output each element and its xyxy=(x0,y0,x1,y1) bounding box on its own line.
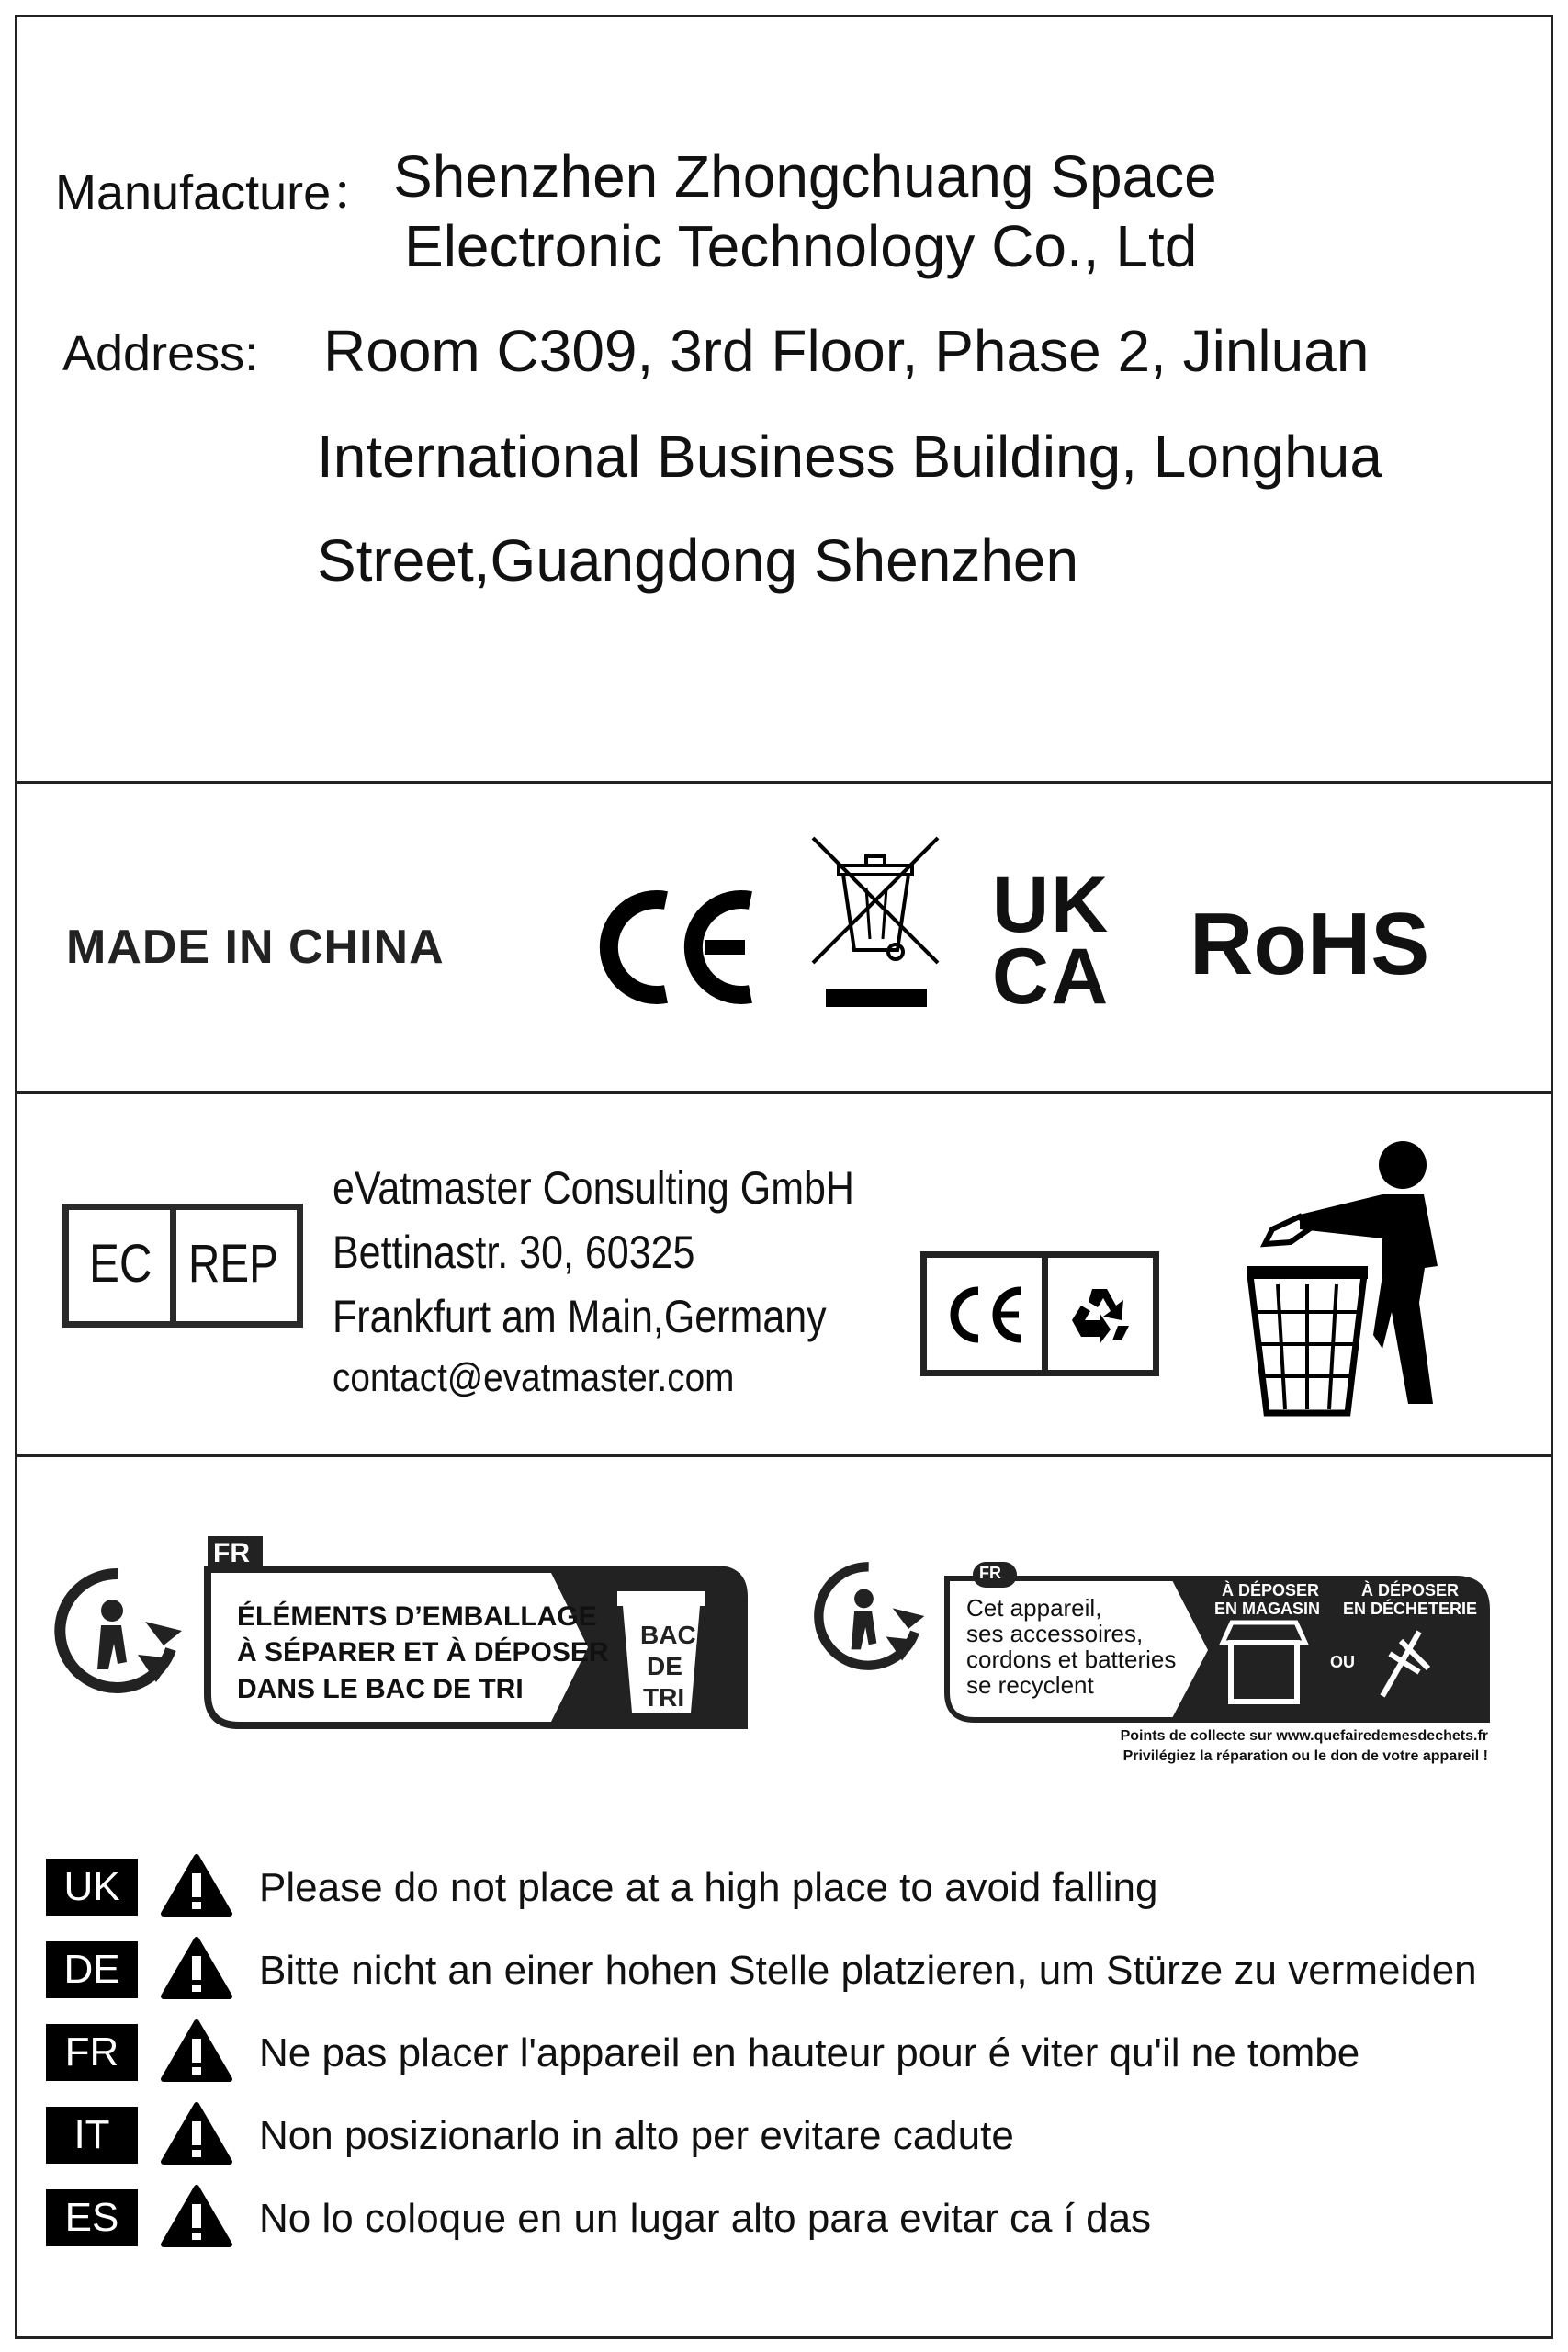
triman-person-icon-2 xyxy=(813,1560,932,1672)
warning-lang-badge: UK xyxy=(46,1859,138,1916)
divider-3 xyxy=(15,1454,1553,1457)
triman-person-icon-1 xyxy=(53,1566,191,1695)
ec-rep-email: contact@evatmaster.com xyxy=(333,1355,735,1400)
address-line2: International Business Building, Longhua xyxy=(317,424,1382,490)
warning-lang-badge: DE xyxy=(46,1941,138,1998)
warning-text: Bitte nicht an einer hohen Stelle platzieren, um Stürze zu vermeiden xyxy=(259,1948,1477,1993)
ou-label: OU xyxy=(1330,1653,1355,1671)
store-label-2: EN MAGASIN xyxy=(1214,1600,1321,1618)
recycle-icon xyxy=(1065,1283,1134,1348)
ce-small-icon xyxy=(943,1285,1026,1344)
warning-lang-badge: FR xyxy=(46,2024,138,2081)
address-label: Address: xyxy=(62,326,259,381)
manufacturer-line2: Electronic Technology Co., Ltd xyxy=(404,213,1198,279)
weee-crossed-bin-icon xyxy=(813,838,942,1012)
divider-2 xyxy=(15,1091,1553,1094)
ec-rep-box xyxy=(62,1204,303,1328)
dump-label-1: À DÉPOSER xyxy=(1361,1581,1460,1600)
triman-footnote-2: Privilégiez la réparation ou le don de votre appareil ! xyxy=(1122,1748,1488,1764)
warning-text: Ne pas placer l'appareil en hauteur pour é viter qu'il ne tombe xyxy=(259,2030,1360,2075)
triman-packaging-line2: À SÉPARER ET À DÉPOSER xyxy=(237,1637,609,1668)
bac-bin-3: TRI xyxy=(643,1683,685,1712)
manufacturer-line1: Shenzhen Zhongchuang Space xyxy=(393,143,1217,209)
warning-text: Please do not place at a high place to avoid falling xyxy=(259,1865,1158,1910)
warning-text: Non posizionarlo in alto per evitare cadute xyxy=(259,2113,1014,2158)
ce-recycle-box xyxy=(920,1251,1159,1376)
triman-packaging-line3: DANS LE BAC DE TRI xyxy=(237,1674,524,1704)
warning-lang-badge: IT xyxy=(46,2107,138,2164)
warning-text: No lo coloque en un lugar alto para evitar ca í das xyxy=(259,2196,1152,2241)
triman-device-fr: FR xyxy=(979,1564,1001,1582)
rohs-mark: RoHS xyxy=(1190,895,1430,993)
triman-device-line2: ses accessoires, xyxy=(966,1620,1144,1647)
ec-label: EC xyxy=(89,1234,152,1294)
address-line3: Street,Guangdong Shenzhen xyxy=(317,527,1079,594)
bac-bin-1: BAC xyxy=(640,1621,696,1649)
ec-rep-city: Frankfurt am Main,Germany xyxy=(333,1291,827,1342)
bac-bin-2: DE xyxy=(647,1652,682,1680)
tidyman-icon xyxy=(1245,1137,1465,1422)
ec-rep-divider xyxy=(170,1210,176,1321)
ec-rep-street: Bettinastr. 30, 60325 xyxy=(333,1227,695,1278)
triman-footnote-1: Points de collecte sur www.quefairedemesdechets.fr xyxy=(1120,1728,1488,1744)
store-label-1: À DÉPOSER xyxy=(1222,1581,1320,1600)
ukca-bottom: CA xyxy=(992,933,1111,1021)
address-line1: Room C309, 3rd Floor, Phase 2, Jinluan xyxy=(323,318,1370,384)
dump-label-2: EN DÉCHETERIE xyxy=(1343,1600,1478,1618)
triman-packaging-line1: ÉLÉMENTS D’EMBALLAGE xyxy=(237,1601,597,1632)
triman-packaging-fr: FR xyxy=(213,1538,250,1568)
ec-rep-company: eVatmaster Consulting GmbH xyxy=(333,1162,854,1214)
divider-1 xyxy=(15,781,1553,784)
made-in-china: MADE IN CHINA xyxy=(66,921,445,974)
ce-mark-icon xyxy=(602,882,758,1011)
rep-label: REP xyxy=(188,1234,278,1294)
triman-device-line3: cordons et batteries xyxy=(966,1645,1177,1673)
triman-device-line1: Cet appareil, xyxy=(966,1594,1102,1622)
manufacturer-label: Manufacture： xyxy=(55,165,381,220)
ukca-top: UK xyxy=(992,861,1111,949)
ce-recycle-divider xyxy=(1042,1258,1048,1370)
warning-lang-badge: ES xyxy=(46,2189,138,2246)
triman-device-line4: se recyclent xyxy=(966,1671,1094,1699)
